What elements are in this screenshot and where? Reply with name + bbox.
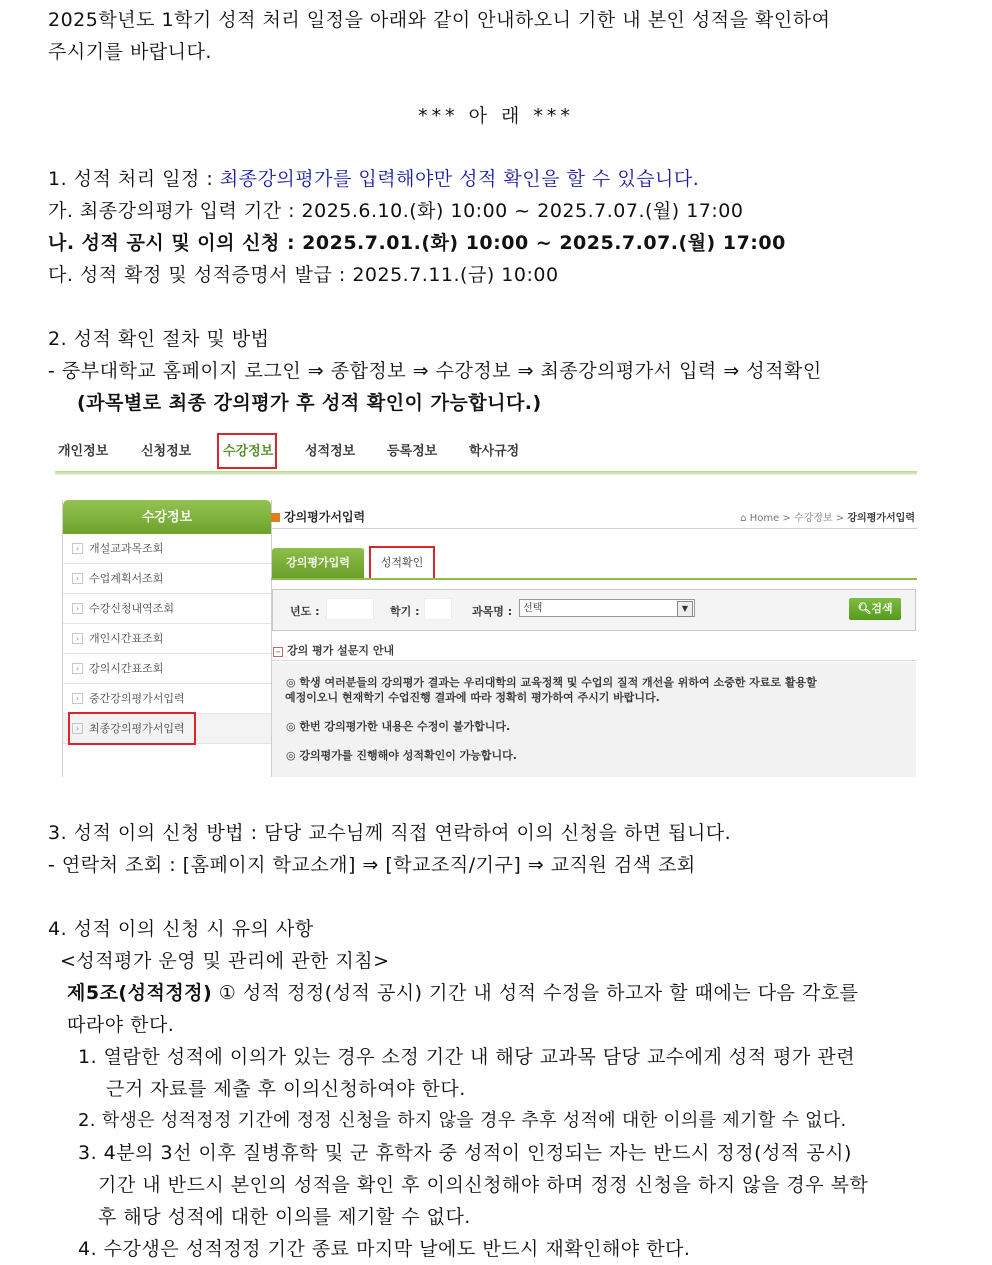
- section1-title-text: 1. 성적 처리 일정 :: [48, 168, 220, 190]
- sidebar: [62, 500, 272, 777]
- chevron-right-icon: ›: [72, 603, 83, 614]
- sidebar-item[interactable]: [63, 564, 271, 594]
- breadcrumb-current: 강의평가서입력: [847, 513, 915, 524]
- square-bullet-icon: [271, 513, 280, 522]
- sidebar-item[interactable]: [63, 654, 271, 684]
- sidebar-item[interactable]: [63, 534, 271, 564]
- notice-line: ◎ 강의평가를 진행해야 성적확인이 가능합니다.: [286, 749, 517, 762]
- breadcrumb-separator: >: [832, 513, 848, 524]
- section1-item-a: 가. 최종강의평가 입력 기간 : 2025.6.10.(화) 10:00 ~ 2025.7.07.(월) 17:00: [48, 200, 744, 222]
- chevron-right-icon: ›: [72, 573, 83, 584]
- sidebar-item-label: 최종강의평가서입력: [89, 722, 185, 735]
- sidebar-item[interactable]: [63, 684, 271, 714]
- top-tab-personal[interactable]: 개인정보: [58, 444, 109, 459]
- sidebar-title: 수강정보: [63, 500, 271, 534]
- notice-line: ◎ 한번 강의평가한 내용은 수정이 불가합니다.: [286, 720, 511, 733]
- intro-line-2: 주시기를 바랍니다.: [48, 41, 212, 63]
- top-tab-application[interactable]: 신청정보: [141, 444, 192, 459]
- term-label: 학기 :: [390, 605, 420, 618]
- term-input[interactable]: [424, 598, 452, 620]
- top-tab-course[interactable]: 수강정보: [223, 444, 274, 459]
- page-title-text: 강의평가서입력: [284, 510, 366, 524]
- notice-line: ◎ 학생 여러분들의 강의평가 결과는 우리대학의 교육정책 및 수업의 질적 개선을 위하여 소중한 자료로 활용할: [286, 676, 817, 689]
- section2-title: 2. 성적 확인 절차 및 방법: [48, 328, 270, 350]
- section4-article-cont: 따라야 한다.: [67, 1014, 175, 1036]
- chevron-right-icon: ›: [72, 633, 83, 644]
- sidebar-item-label: 개설교과목조회: [89, 542, 164, 555]
- notice-title: [273, 642, 394, 658]
- top-nav-bar: [55, 471, 917, 475]
- course-tab-marker: [217, 433, 277, 469]
- breadcrumb-separator: >: [779, 513, 794, 524]
- sidebar-item-label: 강의시간표조회: [89, 662, 164, 675]
- home-icon: ⌂: [740, 513, 750, 524]
- portal-content: [271, 500, 917, 777]
- intro-line-1: 2025학년도 1학기 성적 처리 일정을 아래와 같이 안내하오니 기한 내 본인 성적을 확인하여: [48, 9, 831, 31]
- search-icon: 🔍︎: [857, 602, 872, 615]
- section3-contact: - 연락처 조회 : [홈페이지 학교소개] ⇒ [학교조직/기구] ⇒ 교직원 검색 조회: [48, 854, 696, 876]
- notice-title-text: 강의 평가 설문지 안내: [287, 644, 395, 657]
- search-button[interactable]: [849, 598, 901, 620]
- subject-label: 과목명 :: [472, 605, 513, 618]
- section1-item-b: 나. 성적 공시 및 이의 신청 : 2025.7.01.(화) 10:00 ~ 2025.7.07.(월) 17:00: [48, 232, 786, 254]
- top-tab-regulations[interactable]: 학사규정: [469, 444, 520, 459]
- year-input[interactable]: [326, 598, 374, 620]
- search-panel: [272, 589, 916, 631]
- tab-underline: [271, 578, 917, 580]
- sidebar-item-label: 중간강의평가서입력: [89, 692, 185, 705]
- sidebar-item[interactable]: [63, 624, 271, 654]
- rule-item: 4. 수강생은 성적정정 기간 종료 마지막 날에도 반드시 재확인해야 한다.: [78, 1238, 691, 1260]
- portal-screenshot: [55, 425, 917, 777]
- divider: [271, 528, 917, 529]
- rule-item-cont: 근거 자료를 제출 후 이의신청하여야 한다.: [106, 1078, 466, 1100]
- section1-item-c: 다. 성적 확정 및 성적증명서 발급 : 2025.7.11.(금) 10:00: [48, 264, 559, 286]
- chevron-right-icon: ›: [72, 543, 83, 554]
- sidebar-item-label: 수업계획서조회: [89, 572, 164, 585]
- section1-highlight: 최종강의평가를 입력해야만 성적 확인을 할 수 있습니다.: [219, 168, 700, 190]
- tab-grade-check[interactable]: 성적확인: [369, 546, 435, 580]
- notice-line: 예정이오니 현재학기 수업진행 결과에 따라 정확히 평가하여 주시기 바랍니다.: [285, 691, 660, 704]
- top-tab-grades[interactable]: 성적정보: [305, 444, 356, 459]
- notice-box: [272, 662, 916, 777]
- subject-select-value: 선택: [523, 603, 543, 614]
- chevron-down-icon: ▼: [677, 601, 693, 617]
- page-title: [271, 508, 365, 525]
- final-evaluation-marker: [68, 712, 196, 745]
- rule-item-cont: 후 해당 성적에 대한 이의를 제기할 수 없다.: [98, 1206, 471, 1228]
- sidebar-item[interactable]: [63, 594, 271, 624]
- rule-item: 1. 열람한 성적에 이의가 있는 경우 소정 기간 내 해당 교과목 담당 교수에게 성적 평가 관련: [78, 1046, 856, 1068]
- rule-item: 3. 4분의 3선 이후 질병휴학 및 군 휴학자 중 성적이 인정되는 자는 반드시 정정(성적 공시): [78, 1142, 852, 1164]
- subject-select[interactable]: [519, 599, 695, 617]
- rule-item: 2. 학생은 성적정정 기간에 정정 신청을 하지 않을 경우 추후 성적에 대한 이의를 제기할 수 없다.: [78, 1110, 847, 1131]
- top-nav: [55, 425, 917, 473]
- divider: [271, 660, 917, 661]
- breadcrumb-home[interactable]: Home: [749, 513, 780, 524]
- sidebar-item-label: 개인시간표조회: [89, 632, 164, 645]
- sidebar-item-label: 수강신청내역조회: [89, 602, 175, 615]
- rule-item-cont: 기간 내 반드시 본인의 성적을 확인 후 이의신청해야 하며 정정 신청을 하지 않을 경우 복학: [98, 1174, 869, 1196]
- section3-title: 3. 성적 이의 신청 방법 : 담당 교수님께 직접 연락하여 이의 신청을 하면 됩니다.: [48, 822, 732, 844]
- section2-path: - 중부대학교 홈페이지 로그인 ⇒ 종합정보 ⇒ 수강정보 ⇒ 최종강의평가서 입력 ⇒ 성적확인: [48, 360, 822, 382]
- section4-article: [67, 978, 859, 1005]
- section4-title: 4. 성적 이의 신청 시 유의 사항: [48, 918, 314, 940]
- chevron-right-icon: ›: [72, 723, 83, 734]
- year-label: 년도 :: [290, 605, 320, 618]
- chevron-right-icon: ›: [72, 693, 83, 704]
- section2-note: (과목별로 최종 강의평가 후 성적 확인이 가능합니다.): [77, 392, 542, 414]
- tab-evaluation-input[interactable]: 강의평가입력: [272, 548, 364, 578]
- breadcrumb: [740, 509, 915, 524]
- section1-title: [48, 164, 699, 191]
- article-text: ① 성적 정정(성적 공시) 기간 내 성적 수정을 하고자 할 때에는 다음 각호를: [212, 982, 859, 1004]
- center-heading: *** 아 래 ***: [418, 105, 574, 127]
- breadcrumb-course[interactable]: 수강정보: [793, 513, 833, 524]
- section4-guideline: <성적평가 운영 및 관리에 관한 지침>: [60, 950, 390, 972]
- minus-box-icon: −: [273, 647, 283, 657]
- top-tab-registration[interactable]: 등록정보: [387, 444, 438, 459]
- search-button-label: 검색: [871, 602, 893, 615]
- article-label: 제5조(성적정정): [67, 982, 213, 1004]
- chevron-right-icon: ›: [72, 663, 83, 674]
